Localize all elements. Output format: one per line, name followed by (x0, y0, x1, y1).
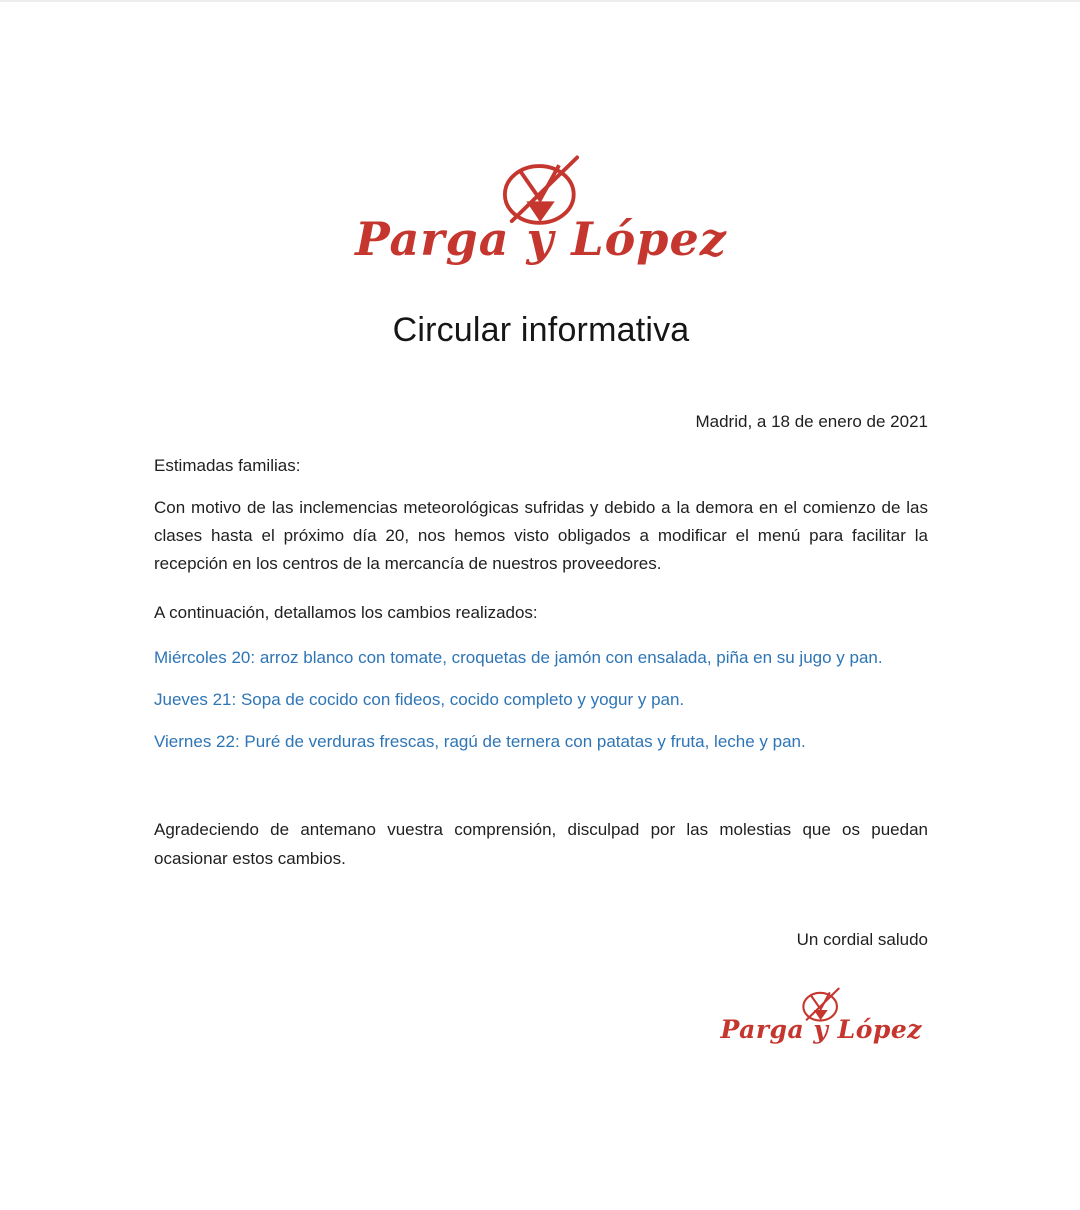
menu-change-friday: Viernes 22: Puré de verduras frescas, ragú de ternera con patatas y fruta, leche y pan. (154, 731, 806, 751)
closing-paragraph: Agradeciendo de antemano vuestra comprensión, disculpad por las molestias que os puedan ocasionar estos cambios. (154, 819, 928, 868)
menu-change-wednesday: Miércoles 20: arroz blanco con tomate, croquetas de jamón con ensalada, piña en su jugo y pan. (154, 647, 883, 667)
intro-paragraph: Con motivo de las inclemencias meteorológicas sufridas y debido a la demora en el comienzo de las clases hasta el próximo día 20, nos hemos visto obligados a modificar el menú para facilitar la recepción en los centros de la mercancía de nuestros proveedores. (154, 497, 928, 573)
header-logo (154, 2, 928, 265)
signature-logo (154, 986, 928, 1044)
signature-brand-script: Parga y López (720, 1014, 922, 1044)
letter-page (0, 2, 1080, 1210)
brand-name-script: Parga y López (355, 212, 727, 266)
page-title: Circular informativa (392, 310, 690, 349)
greeting: Estimadas familias: (154, 455, 301, 475)
dateline: Madrid, a 18 de enero de 2021 (695, 411, 928, 431)
menu-change-thursday: Jueves 21: Sopa de cocido con fideos, cocido completo y yogur y pan. (154, 689, 685, 709)
signoff: Un cordial saludo (796, 929, 928, 949)
changes-intro: A continuación, detallamos los cambios realizados: (154, 602, 538, 622)
